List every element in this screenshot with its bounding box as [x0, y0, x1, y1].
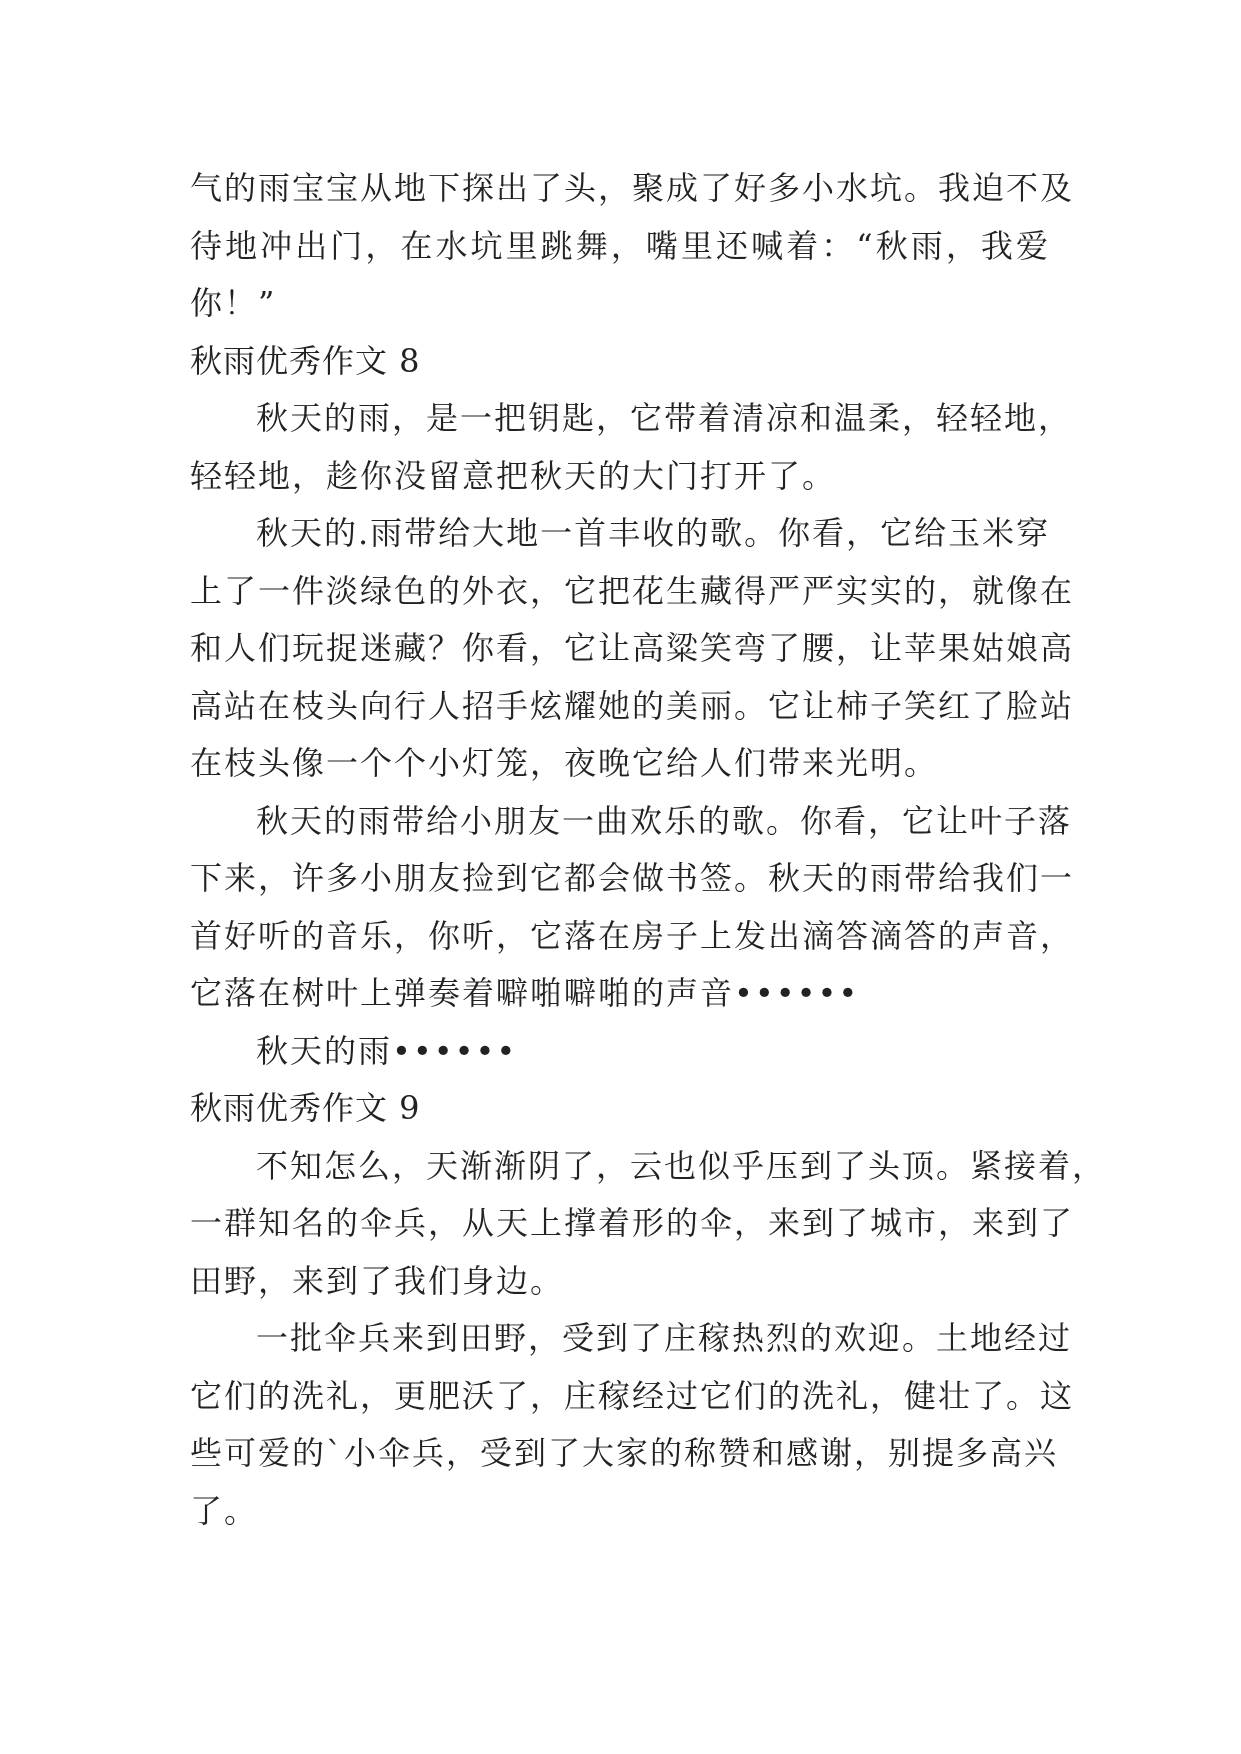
text-line: 秋天的雨，是一把钥匙，它带着清凉和温柔，轻轻地，: [256, 399, 1073, 437]
text-line: 秋天的.雨带给大地一首丰收的歌。你看，它给玉米穿: [256, 514, 1051, 552]
document-page: [190, 160, 1107, 1540]
text-line: 待地冲出门，在水坑里跳舞，嘴里还喊着：“秋雨，我爱: [190, 226, 1050, 265]
text-line: 气的雨宝宝从地下探出了头，聚成了好多小水坑。我迫不及: [190, 169, 1075, 207]
paragraph: [190, 160, 1075, 333]
text-line: 高站在枝头向行人招手炫耀她的美丽。它让柿子笑红了脸站: [190, 686, 1075, 725]
paragraph: [190, 390, 1073, 505]
text-line: 下来，许多小朋友捡到它都会做书签。秋天的雨带给我们一: [190, 859, 1075, 897]
text-line: 秋天的雨带给小朋友一曲欢乐的歌。你看，它让叶子落: [256, 801, 1073, 840]
text-line: 首好听的音乐，你听，它落在房子上发出滴答滴答的声音，: [190, 916, 1075, 955]
text-line: 轻轻地，趁你没留意把秋天的大门打开了。: [190, 456, 837, 495]
text-line: 不知怎么，天渐渐阴了，云也似乎压到了头顶。紧接着，: [256, 1146, 1107, 1185]
text-line: 它落在树叶上弹奏着噼啪噼啪的声音••••••: [190, 974, 860, 1012]
text-line: 田野，来到了我们身边。: [190, 1261, 565, 1300]
text-line: 你！”: [190, 284, 277, 322]
section-heading: 秋雨优秀作文 9: [190, 1089, 421, 1127]
text-line: 和人们玩捉迷藏？你看，它让高粱笑弯了腰，让苹果姑娘高: [190, 629, 1075, 667]
section-heading: 秋雨优秀作文 8: [190, 341, 421, 380]
paragraph: [190, 1023, 1050, 1081]
paragraph: [190, 1310, 1075, 1540]
text-line: 秋天的雨••••••: [256, 1031, 518, 1070]
text-line: 一群知名的伞兵，从天上撑着形的伞，来到了城市，来到了: [190, 1204, 1075, 1242]
text-line: 些可爱的`小伞兵，受到了大家的称赞和感谢，别提多高兴: [190, 1434, 1059, 1472]
text-line: 一批伞兵来到田野，受到了庄稼热烈的欢迎。土地经过: [256, 1319, 1073, 1357]
text-line: 上了一件淡绿色的外衣，它把花生藏得严严实实的，就像在: [190, 571, 1075, 610]
paragraph: [190, 1138, 1107, 1311]
paragraph: [190, 793, 1075, 1023]
text-line: 了。: [190, 1491, 259, 1530]
paragraph: [190, 505, 1075, 793]
text-line: 在枝头像一个个小灯笼，夜晚它给人们带来光明。: [190, 744, 939, 782]
text-line: 它们的洗礼，更肥沃了，庄稼经过它们的洗礼，健壮了。这: [190, 1376, 1075, 1415]
